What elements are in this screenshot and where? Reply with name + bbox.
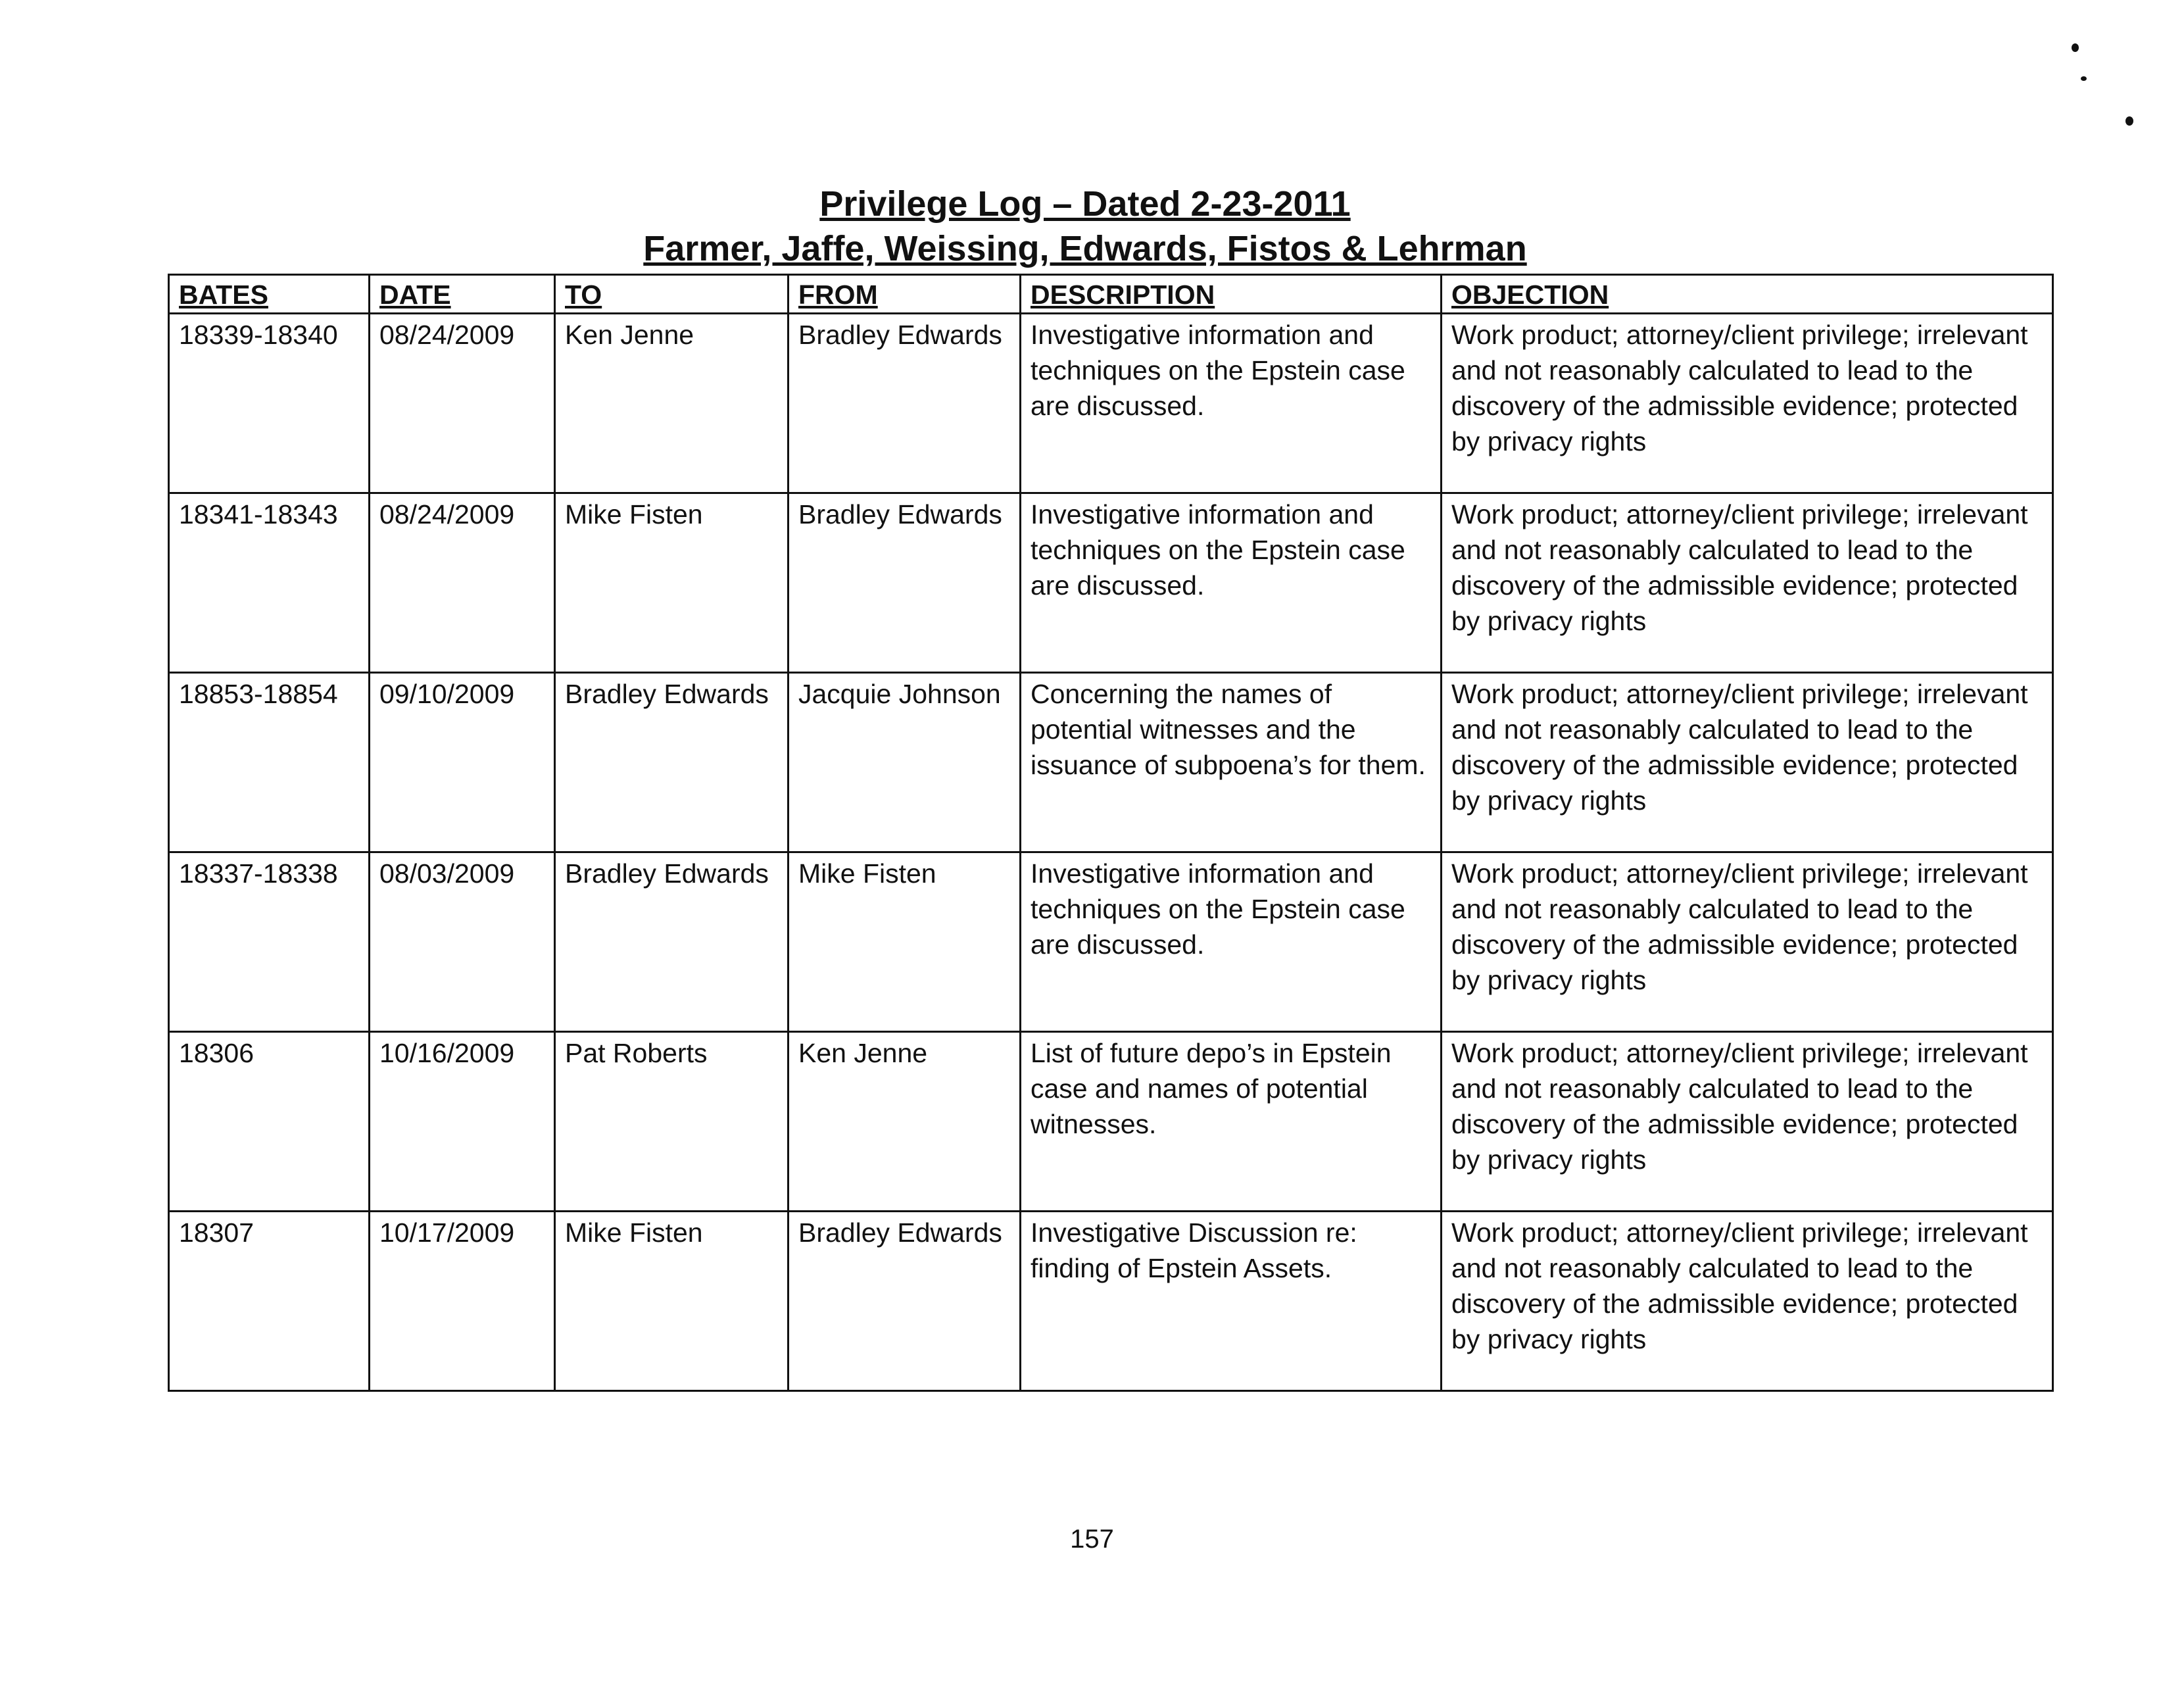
objection-cell: Work product; attorney/client privilege; irrelevant and not reasonably calculated to lead to the discovery of the admissible evidence; protected by privacy rights (1442, 314, 2053, 493)
column-header-to: TO (555, 275, 789, 314)
page-number: 157 (1070, 1525, 1114, 1554)
date-cell: 08/03/2009 (370, 852, 555, 1032)
to-cell: Mike Fisten (555, 1212, 789, 1391)
privilege-log-table (168, 274, 2054, 1392)
bates-cell: 18339-18340 (169, 314, 370, 493)
description-cell: Concerning the names of potential witnesses and the issuance of subpoena’s for them. (1021, 673, 1442, 852)
date-cell: 08/24/2009 (370, 314, 555, 493)
description-cell: Investigative information and techniques on the Epstein case are discussed. (1021, 852, 1442, 1032)
description-cell: Investigative information and techniques on the Epstein case are discussed. (1021, 493, 1442, 673)
scan-artifact-dot (2125, 116, 2133, 126)
bates-cell: 18307 (169, 1212, 370, 1391)
date-cell: 09/10/2009 (370, 673, 555, 852)
objection-cell: Work product; attorney/client privilege; irrelevant and not reasonably calculated to lead to the discovery of the admissible evidence; protected by privacy rights (1442, 493, 2053, 673)
from-cell: Bradley Edwards (789, 1212, 1021, 1391)
from-cell: Ken Jenne (789, 1032, 1021, 1212)
page-subtitle: Farmer, Jaffe, Weissing, Edwards, Fistos & Lehrman (643, 229, 1527, 268)
from-cell: Mike Fisten (789, 852, 1021, 1032)
column-header-description: DESCRIPTION (1021, 275, 1442, 314)
from-cell: Bradley Edwards (789, 493, 1021, 673)
to-cell: Bradley Edwards (555, 852, 789, 1032)
date-cell: 10/16/2009 (370, 1032, 555, 1212)
table-row (169, 493, 2053, 673)
bates-cell: 18341-18343 (169, 493, 370, 673)
scan-artifact-dot (2072, 43, 2079, 52)
bates-cell: 18306 (169, 1032, 370, 1212)
objection-cell: Work product; attorney/client privilege; irrelevant and not reasonably calculated to lead to the discovery of the admissible evidence; protected by privacy rights (1442, 1032, 2053, 1212)
to-cell: Bradley Edwards (555, 673, 789, 852)
table-row (169, 314, 2053, 493)
to-cell: Ken Jenne (555, 314, 789, 493)
table-row (169, 673, 2053, 852)
from-cell: Bradley Edwards (789, 314, 1021, 493)
objection-cell: Work product; attorney/client privilege; irrelevant and not reasonably calculated to lead to the discovery of the admissible evidence; protected by privacy rights (1442, 673, 2053, 852)
table-row (169, 852, 2053, 1032)
column-header-date: DATE (370, 275, 555, 314)
description-cell: List of future depo’s in Epstein case and names of potential witnesses. (1021, 1032, 1442, 1212)
description-cell: Investigative information and techniques on the Epstein case are discussed. (1021, 314, 1442, 493)
date-cell: 10/17/2009 (370, 1212, 555, 1391)
table-row (169, 1212, 2053, 1391)
objection-cell: Work product; attorney/client privilege; irrelevant and not reasonably calculated to lead to the discovery of the admissible evidence; protected by privacy rights (1442, 852, 2053, 1032)
page-title: Privilege Log – Dated 2-23-2011 (819, 184, 1351, 224)
column-header-bates: BATES (169, 275, 370, 314)
scan-artifact-dot (2081, 76, 2087, 81)
to-cell: Pat Roberts (555, 1032, 789, 1212)
description-cell: Investigative Discussion re: finding of Epstein Assets. (1021, 1212, 1442, 1391)
table-header-row (169, 275, 2053, 314)
table-row (169, 1032, 2053, 1212)
objection-cell: Work product; attorney/client privilege; irrelevant and not reasonably calculated to lead to the discovery of the admissible evidence; protected by privacy rights (1442, 1212, 2053, 1391)
bates-cell: 18853-18854 (169, 673, 370, 852)
date-cell: 08/24/2009 (370, 493, 555, 673)
bates-cell: 18337-18338 (169, 852, 370, 1032)
column-header-objection: OBJECTION (1442, 275, 2053, 314)
column-header-from: FROM (789, 275, 1021, 314)
to-cell: Mike Fisten (555, 493, 789, 673)
from-cell: Jacquie Johnson (789, 673, 1021, 852)
